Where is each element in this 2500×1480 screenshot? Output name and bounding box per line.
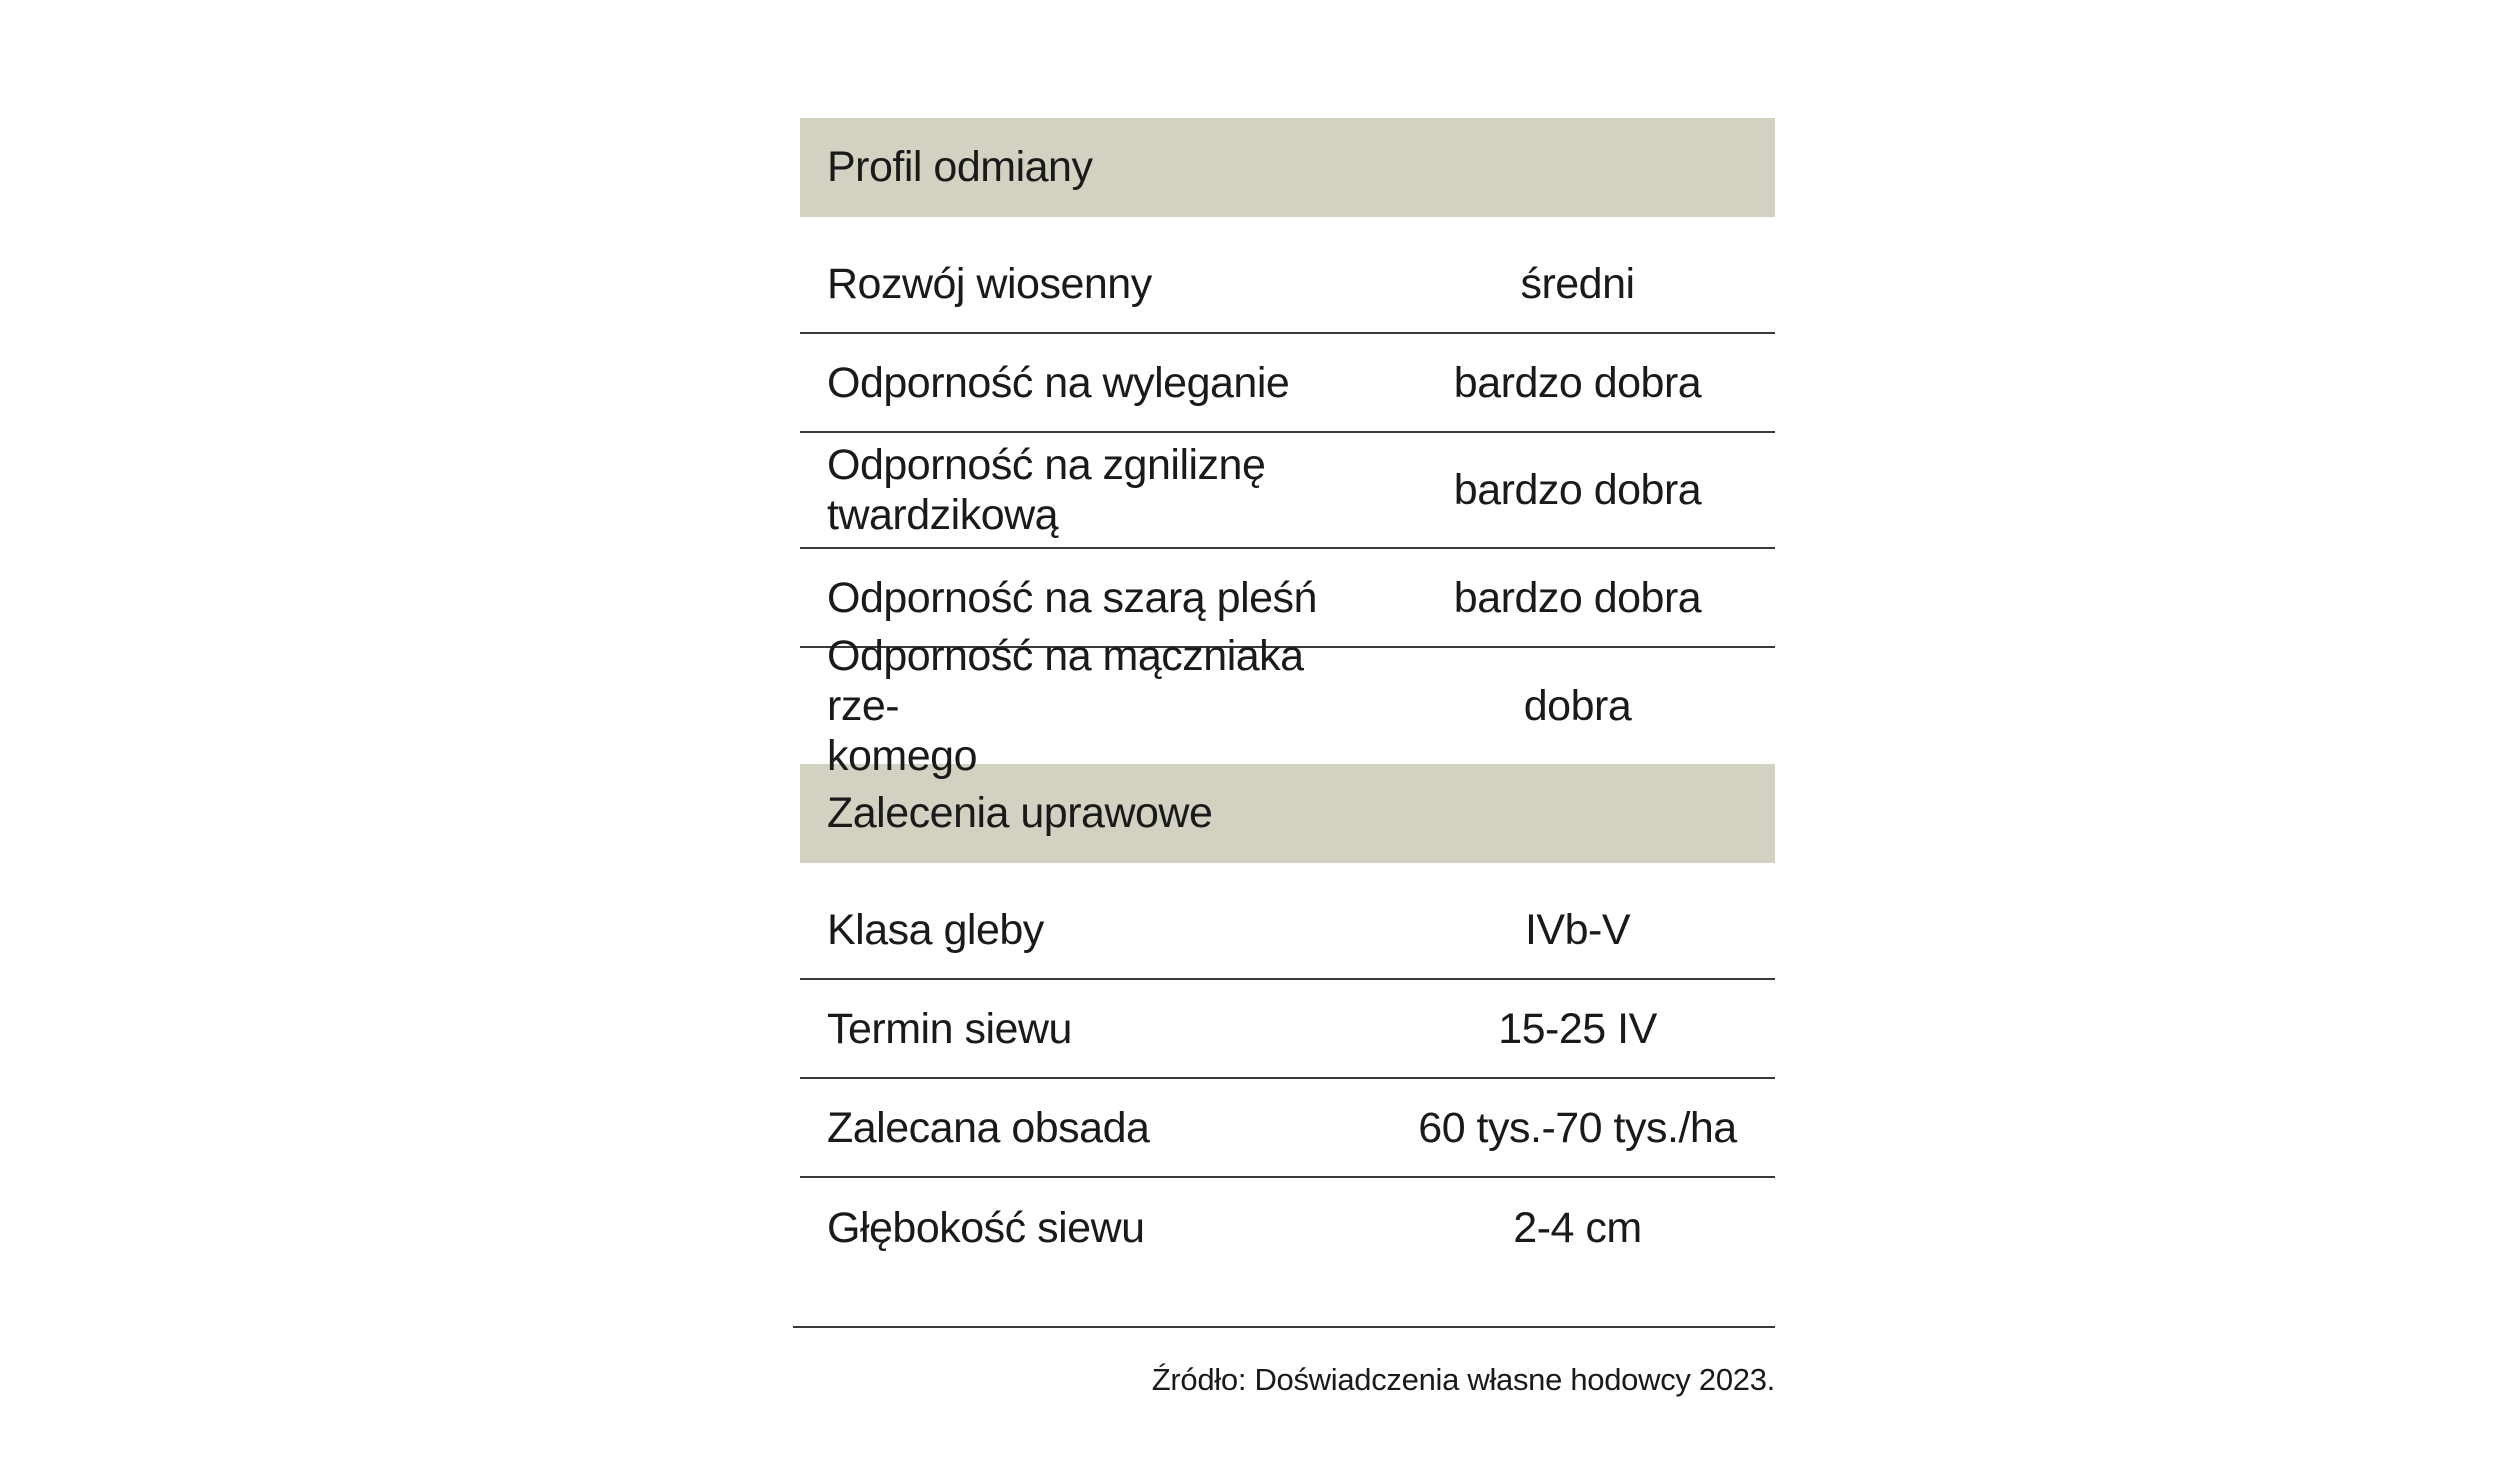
table-row — [800, 235, 1775, 334]
section-title: Profil odmiany — [827, 143, 1093, 191]
table-row — [800, 1079, 1775, 1178]
row-label: Odporność na wyleganie — [827, 358, 1290, 407]
row-value: średni — [1520, 259, 1635, 308]
row-label: Rozwój wiosenny — [827, 259, 1152, 308]
variety-profile-table — [800, 118, 1775, 1277]
row-label: Termin siewu — [827, 1004, 1072, 1053]
row-value: 60 tys.-70 tys./ha — [1418, 1103, 1737, 1152]
row-value: bardzo dobra — [1453, 358, 1702, 407]
row-value: 2-4 cm — [1513, 1203, 1642, 1252]
spacer — [800, 217, 1775, 235]
row-value: dobra — [1523, 682, 1632, 730]
section-header-profile — [800, 118, 1775, 217]
row-value: bardzo dobra — [1453, 573, 1702, 622]
spacer — [800, 863, 1775, 881]
row-value: IVb-V — [1524, 905, 1631, 954]
row-label: Klasa gleby — [827, 905, 1044, 954]
row-label: Zalecana obsada — [827, 1103, 1150, 1152]
table-row — [800, 334, 1775, 433]
row-value: bardzo dobra — [1453, 466, 1702, 514]
row-label: Głębokość siewu — [827, 1203, 1145, 1252]
table-row — [800, 632, 1775, 780]
source-note: Źródło: Doświadczenia własne hodowcy 2023. — [1151, 1362, 1775, 1397]
table-row — [800, 1178, 1775, 1277]
row-label: Odporność na szarą pleśń — [827, 573, 1317, 622]
table-row — [800, 980, 1775, 1079]
row-label: Odporność na zgniliznę twardzikową — [827, 441, 1266, 539]
row-label: Odporność na mączniaka rze- komego — [827, 632, 1304, 780]
section-title: Zalecenia uprawowe — [827, 789, 1213, 837]
table-row — [800, 881, 1775, 980]
row-value: 15-25 IV — [1498, 1004, 1657, 1053]
table-row — [800, 433, 1775, 549]
bottom-rule — [793, 1326, 1775, 1328]
